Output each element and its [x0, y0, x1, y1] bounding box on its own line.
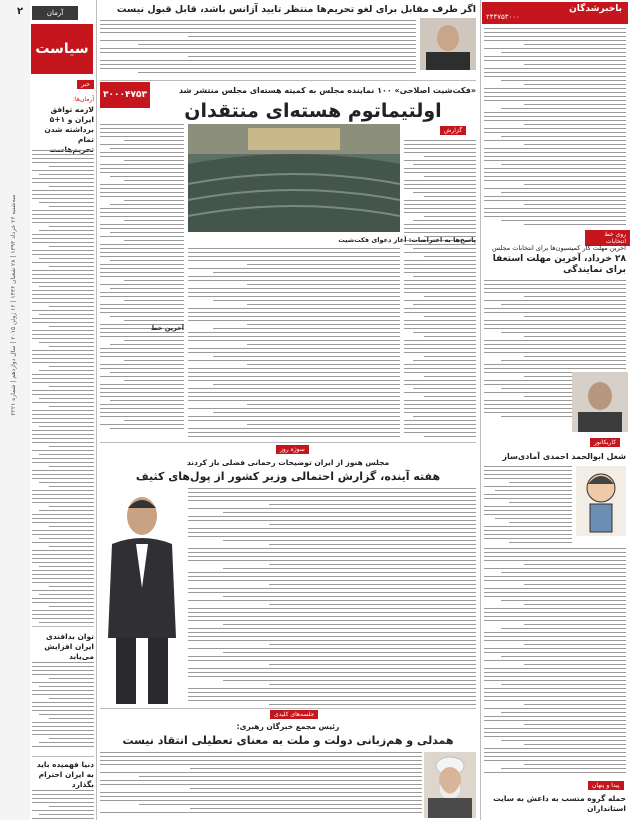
- main-story-footer-label: آخرین خط: [150, 324, 184, 332]
- left-news-column: [32, 80, 94, 820]
- news-item1-body: [32, 150, 94, 620]
- election-tag: روی خط انتخابات: [585, 230, 630, 246]
- cartoon-tag: کاریکاتور: [590, 438, 620, 447]
- date-line: سه‌شنبه ۲۶ خرداد ۱۳۹۴ | ۲۸ شعبان ۱۴۳۶ | ۱۶ ژوئن ۲۰۱۵ | سال دوازدهم | شماره ۳۲۲۱: [10, 194, 17, 416]
- election-headline: ۲۸ خرداد، آخرین مهلت استعفا برای نمایندگی: [492, 254, 626, 275]
- section-banner: [31, 24, 93, 74]
- portrait-silhouette-icon: [572, 372, 628, 432]
- top-story-body: [100, 20, 416, 78]
- right-column-header: [482, 2, 628, 24]
- news-item2-body: [32, 662, 94, 752]
- main-story-headline: اولتیماتوم هسته‌ای منتقدان: [184, 100, 442, 122]
- news-item3-body: [32, 790, 94, 820]
- brand-badge: [32, 6, 78, 20]
- cartoon-figure-icon: [576, 466, 626, 536]
- parliament-hall-icon: [188, 124, 400, 232]
- right-header-phone: ۲۴۴۷۵۳۰۰۰: [486, 13, 520, 21]
- brand-badge-text: آرمان: [46, 9, 64, 17]
- middle-story-kicker: مجلس هنوز از ایران توضیحات رحمانی فضلی باز کردند: [186, 458, 390, 467]
- bottom-story-body: [100, 752, 422, 818]
- cartoon-image: [576, 466, 626, 536]
- bottom-story-tag: جلسه‌های کلیدی: [270, 710, 318, 719]
- news-item1-lead: آرمان‌ها:: [72, 96, 94, 103]
- portrait-silhouette-icon: [420, 18, 476, 70]
- right-header-title: باخبرشدگان: [569, 4, 622, 14]
- main-story-left-body: [100, 124, 184, 434]
- page-number: ۲: [16, 6, 24, 17]
- bottom-story-headline: همدلی و هم‌زبانی دولت و ملت به معنای تعطیلی انتقاد نیست: [122, 734, 454, 747]
- report-tag: گزارش: [440, 126, 466, 135]
- sms-number: ۳۰۰۰۴۷۵۳: [103, 90, 147, 100]
- main-story-center-body: [188, 248, 400, 438]
- section-title: سیاست: [35, 41, 89, 57]
- top-story-photo: [420, 18, 476, 70]
- sms-box: [100, 82, 150, 108]
- cleric-photo: [424, 752, 476, 818]
- cartoon-body: [484, 466, 572, 546]
- election-portrait-photo: [572, 372, 628, 432]
- cleric-portrait-icon: [424, 752, 476, 818]
- minister-photo: [100, 488, 184, 708]
- cartoon-lead: شغل ابوالحمد احمدی آمادی‌ساز: [502, 452, 626, 461]
- top-story-headline: اگر طرف مقابل برای لغو تحریم‌ها منتظر تایید آژانس باشد، قابل قبول نیست: [116, 4, 476, 15]
- right-briefs-body: [484, 28, 626, 228]
- election-lead: آخرین مهلت کار کمیسیون‌ها برای انتخابات مجلس: [492, 244, 626, 252]
- parliament-photo: [188, 124, 400, 232]
- news-tag: خبر: [77, 80, 94, 89]
- bottom-story-kicker: رئیس مجمع خبرگان رهبری:: [236, 722, 340, 731]
- main-story-subhead: پاسخ‌ها به اعتراضات: آغاز دعوای فکت‌شیت: [338, 236, 476, 244]
- middle-story-tag: سوژه روز: [276, 445, 309, 454]
- news-item3-headline: دنیا فهمیده باید به ایران احترام بگذارد: [36, 760, 94, 789]
- middle-story-body: [188, 488, 476, 708]
- main-story-right-body: [404, 140, 476, 440]
- bottom-right-headline: حمله گروه متسب به داعش به سایت استانداران: [493, 794, 626, 813]
- news-item2-headline: توان بدافندی ایران افزایش می‌یابد: [44, 632, 94, 661]
- standing-man-icon: [100, 488, 184, 708]
- news-item1-headline: لازمه توافق ایران و ۱+۵ برداشته شدن تمام: [44, 105, 94, 144]
- bottom-right-tag: پیدا و پنهان: [588, 781, 624, 790]
- right-long-body: [484, 548, 626, 778]
- main-story-kicker: «فکت‌شیت اصلاحی» ۱۰۰ نماینده مجلس به کمیته هسته‌ای مجلس منتشر شد: [178, 86, 476, 95]
- middle-story-headline: هفته آینده، گزارش احتمالی وزیر کشور از پول‌های کثیف: [135, 470, 441, 483]
